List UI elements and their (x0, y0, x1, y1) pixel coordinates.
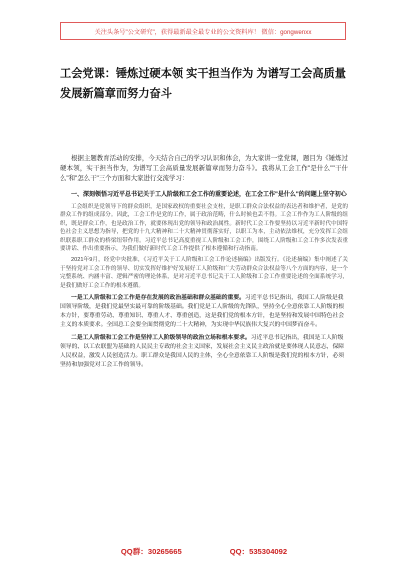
top-banner: 关注头条号"公文研究"，获得最新最全最专业的公文资料库！ 微信：gongwenxx (60, 22, 346, 40)
subsection-label: 一是工人阶级和工会工作是存在发展的政治基础和群众基础的重要。 (71, 295, 245, 302)
intro-paragraph: 根据主题教育活动的安排，今天结合自己的学习认识和体会，为大家讲一堂党课，题目为《锤炼过硬本领，实干担当作为，为谱写工会高质量发展新篇章而努力奋斗》。我将从工会工作"是什么""干什么"和"怎么干"三个方面和大家进行交流学习： (60, 155, 348, 182)
subsection-paragraph (60, 334, 348, 370)
body-paragraph: 2021年9月，经党中央批准，《习近平关于工人阶级和工会工作论述摘编》出版发行。《论述摘编》集中阐述了关于坚持党对工会工作的领导、切实发挥好维护好发展好工人阶级和广大劳动群众合法权益等八个方面的内容，是一个完整系统、内涵丰富、逻辑严密的理论体系，是对习近平总书记关于工人阶级和工会工作重要论述的全面系统学习，是我们做好工会工作的根本遵循。 (60, 257, 348, 289)
subsection-label: 二是工人阶级和工会工作是坚持工人阶级领导的政治立场和根本要求。 (71, 335, 251, 342)
body-paragraph: 工会组织是党领导下的群众组织，是国家政权的重要社会支柱，是职工群众合法权益的表达者和维护者，是党的群众工作的组成部分。因此，工会工作是党的工作，属于政治范畴，什么时候也丢不得。工会工作作为工人阶级的组织，既是群众工作，也是政治工作，就要体现出党的领导和政治属性。新时代工会工作要坚持以习近平新时代中国特色社会主义思想为指导，把党的十九大精神和二十大精神贯彻落实好，以职工为本，主动依法维权，充分发挥工会组织联系职工群众的桥梁纽带作用。习近平总书记高度重视工人阶级和工会工作，围绕工人阶级和工会工作多次发表重要讲话、作出重要指示，为我们做好新时代工会工作提供了根本遵循和行动指南。 (60, 204, 348, 253)
subsection-text: 习近平总书记指出，我国工人阶级是我国领导阶级，是我们党最坚实最可靠的阶级基础。我们党是工人阶级的先锋队，坚持全心全意依靠工人阶级的根本方针，要尊重劳动、尊重知识、尊重人才、尊重创造，这是我们党的根本方针，也是坚持和发展中国特色社会主义的本质要求。全国总工会要全面贯彻党的二十大精神，为实现中华民族伟大复兴的中国梦而奋斗。 (60, 295, 345, 329)
contact-footer (0, 546, 408, 557)
subsection-text: 习近平总书记指出，我国是工人阶级领导的、以工农联盟为基础的人民民主专政的社会主义国家，发展社会主义民主政治就是要体现人民意志，保障人民权益，激发人民创造活力。职工群众是我国人民的主体，全心全意依靠工人阶级是我们党的根本方针，必须坚持和加强党对工会工作的领导。 (60, 335, 345, 369)
page-title: 工会党课：锤炼过硬本领 实干担当作为 为谱写工会高质量发展新篇章而努力奋斗 (60, 68, 346, 100)
qq-group-label: QQ群：30265665 (120, 547, 182, 556)
section-heading: 一、深刻领悟习近平总书记关于工人阶级和工会工作的重要论述，在工会工作"是什么"的问题上坚守初心 (71, 192, 347, 198)
qq-label: QQ：535304092 (229, 547, 288, 556)
document-body (60, 154, 348, 373)
subsection-paragraph (60, 294, 348, 330)
